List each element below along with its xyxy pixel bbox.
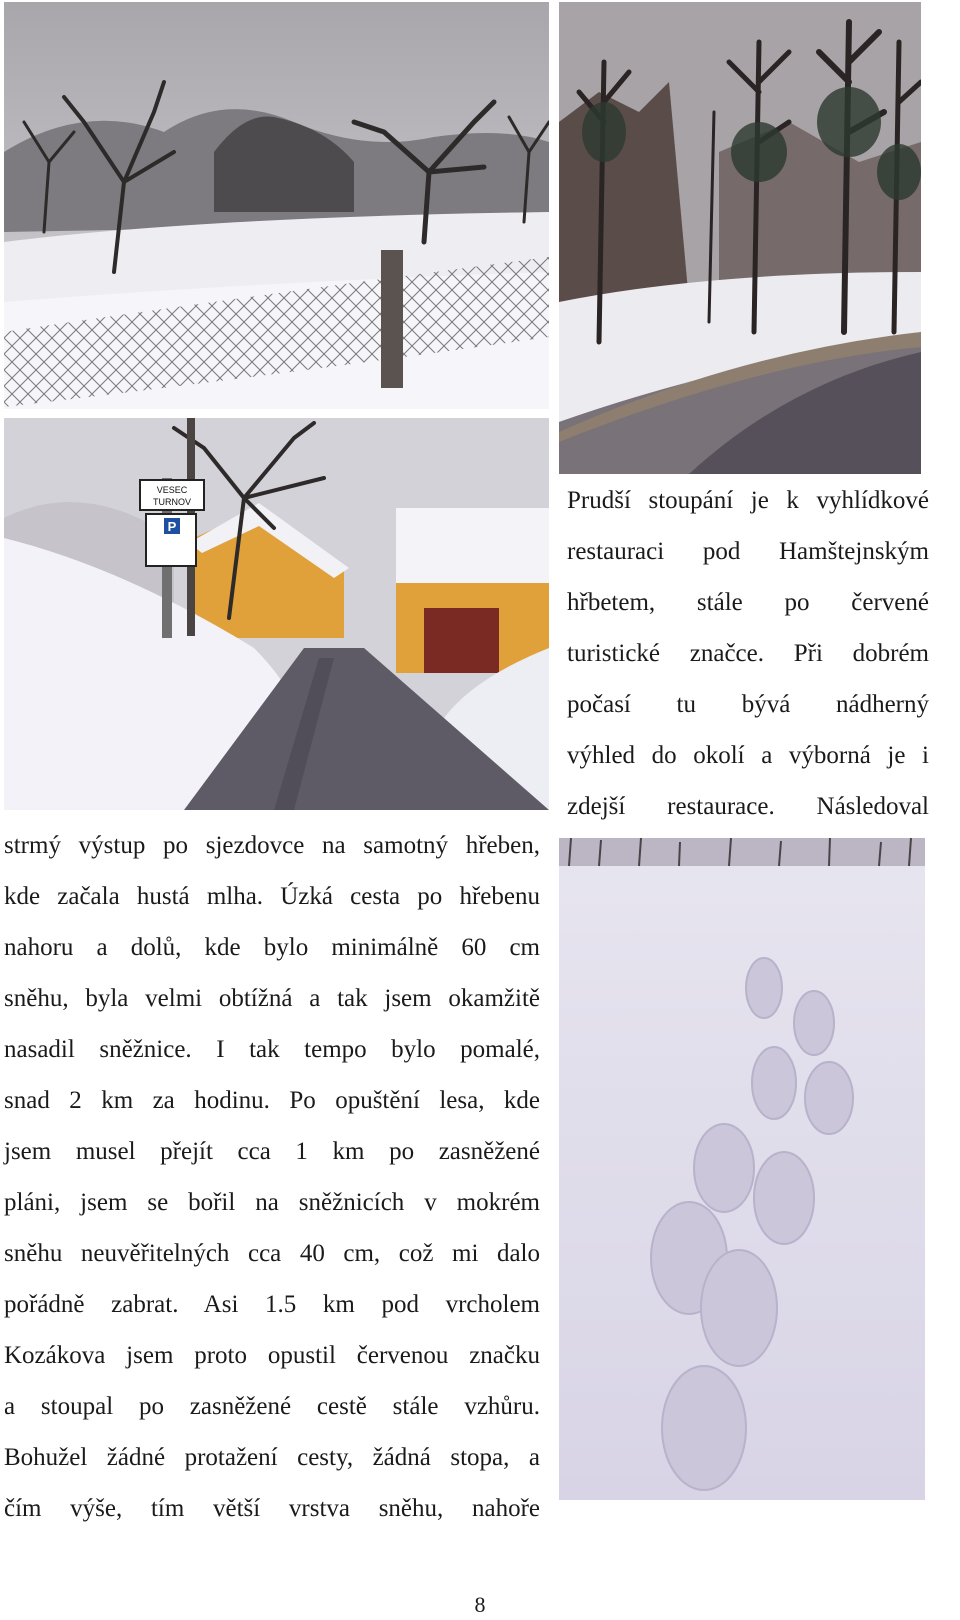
right-text-line: restauraci pod Hamštejnským bbox=[567, 538, 929, 565]
snowy-road-with-sign-icon bbox=[4, 418, 549, 810]
forest-rocks-road-icon bbox=[559, 2, 921, 474]
left-text-line: Kozákova jsem proto opustil červenou značku bbox=[4, 1342, 540, 1369]
orchard-fence-photo bbox=[4, 2, 549, 409]
left-text-line: nasadil sněžnice. I tak tempo bylo pomalé, bbox=[4, 1036, 540, 1063]
snowshoe-tracks-photo bbox=[559, 838, 925, 1500]
left-text-line: Bohužel žádné protažení cesty, žádná stopa, a bbox=[4, 1444, 540, 1471]
left-text-line: sněhu, byla velmi obtížná a tak jsem okamžitě bbox=[4, 985, 540, 1012]
right-text-line: počasí tu bývá nádherný bbox=[567, 691, 929, 718]
left-text-line: sněhu neuvěřitelných cca 40 cm, což mi dalo bbox=[4, 1240, 540, 1267]
left-text-line: pořádně zabrat. Asi 1.5 km pod vrcholem bbox=[4, 1291, 540, 1318]
winter-orchard-fence-icon bbox=[4, 2, 549, 409]
left-text-line: kde začala hustá mlha. Úzká cesta po hřebenu bbox=[4, 883, 540, 910]
left-text-line: pláni, jsem se bořil na sněžnicích v mokrém bbox=[4, 1189, 540, 1216]
left-text-line: jsem musel přejít cca 1 km po zasněžené bbox=[4, 1138, 540, 1165]
left-text-line: strmý výstup po sjezdovce na samotný hřeben, bbox=[4, 832, 540, 859]
right-text-line: turistické značce. Při dobrém bbox=[567, 640, 929, 667]
page-number: 8 bbox=[474, 1592, 486, 1617]
left-text-line: a stoupal po zasněžené cestě stále vzhůru. bbox=[4, 1393, 540, 1420]
road-sign-village-photo bbox=[4, 418, 549, 810]
rock-forest-road-photo bbox=[559, 2, 921, 474]
right-text-line: Prudší stoupání je k vyhlídkové bbox=[567, 487, 929, 514]
right-text-line: výhled do okolí a výborná je i bbox=[567, 742, 929, 769]
sign-line1: VESEC bbox=[156, 485, 188, 495]
right-text-line: hřbetem, stále po červené bbox=[567, 589, 929, 616]
left-column-text bbox=[4, 820, 540, 1534]
right-column-text bbox=[567, 475, 929, 832]
left-text-line: snad 2 km za hodinu. Po opuštění lesa, kde bbox=[4, 1087, 540, 1114]
parking-letter: P bbox=[167, 519, 177, 534]
left-text-line: čím výše, tím větší vrstva sněhu, nahoře bbox=[4, 1495, 540, 1522]
left-text-line: nahoru a dolů, kde bylo minimálně 60 cm bbox=[4, 934, 540, 961]
right-text-line: zdejší restaurace. Následoval bbox=[567, 793, 929, 820]
sign-line2: TURNOV bbox=[153, 497, 191, 507]
snowshoe-footprints-icon bbox=[559, 838, 925, 1500]
